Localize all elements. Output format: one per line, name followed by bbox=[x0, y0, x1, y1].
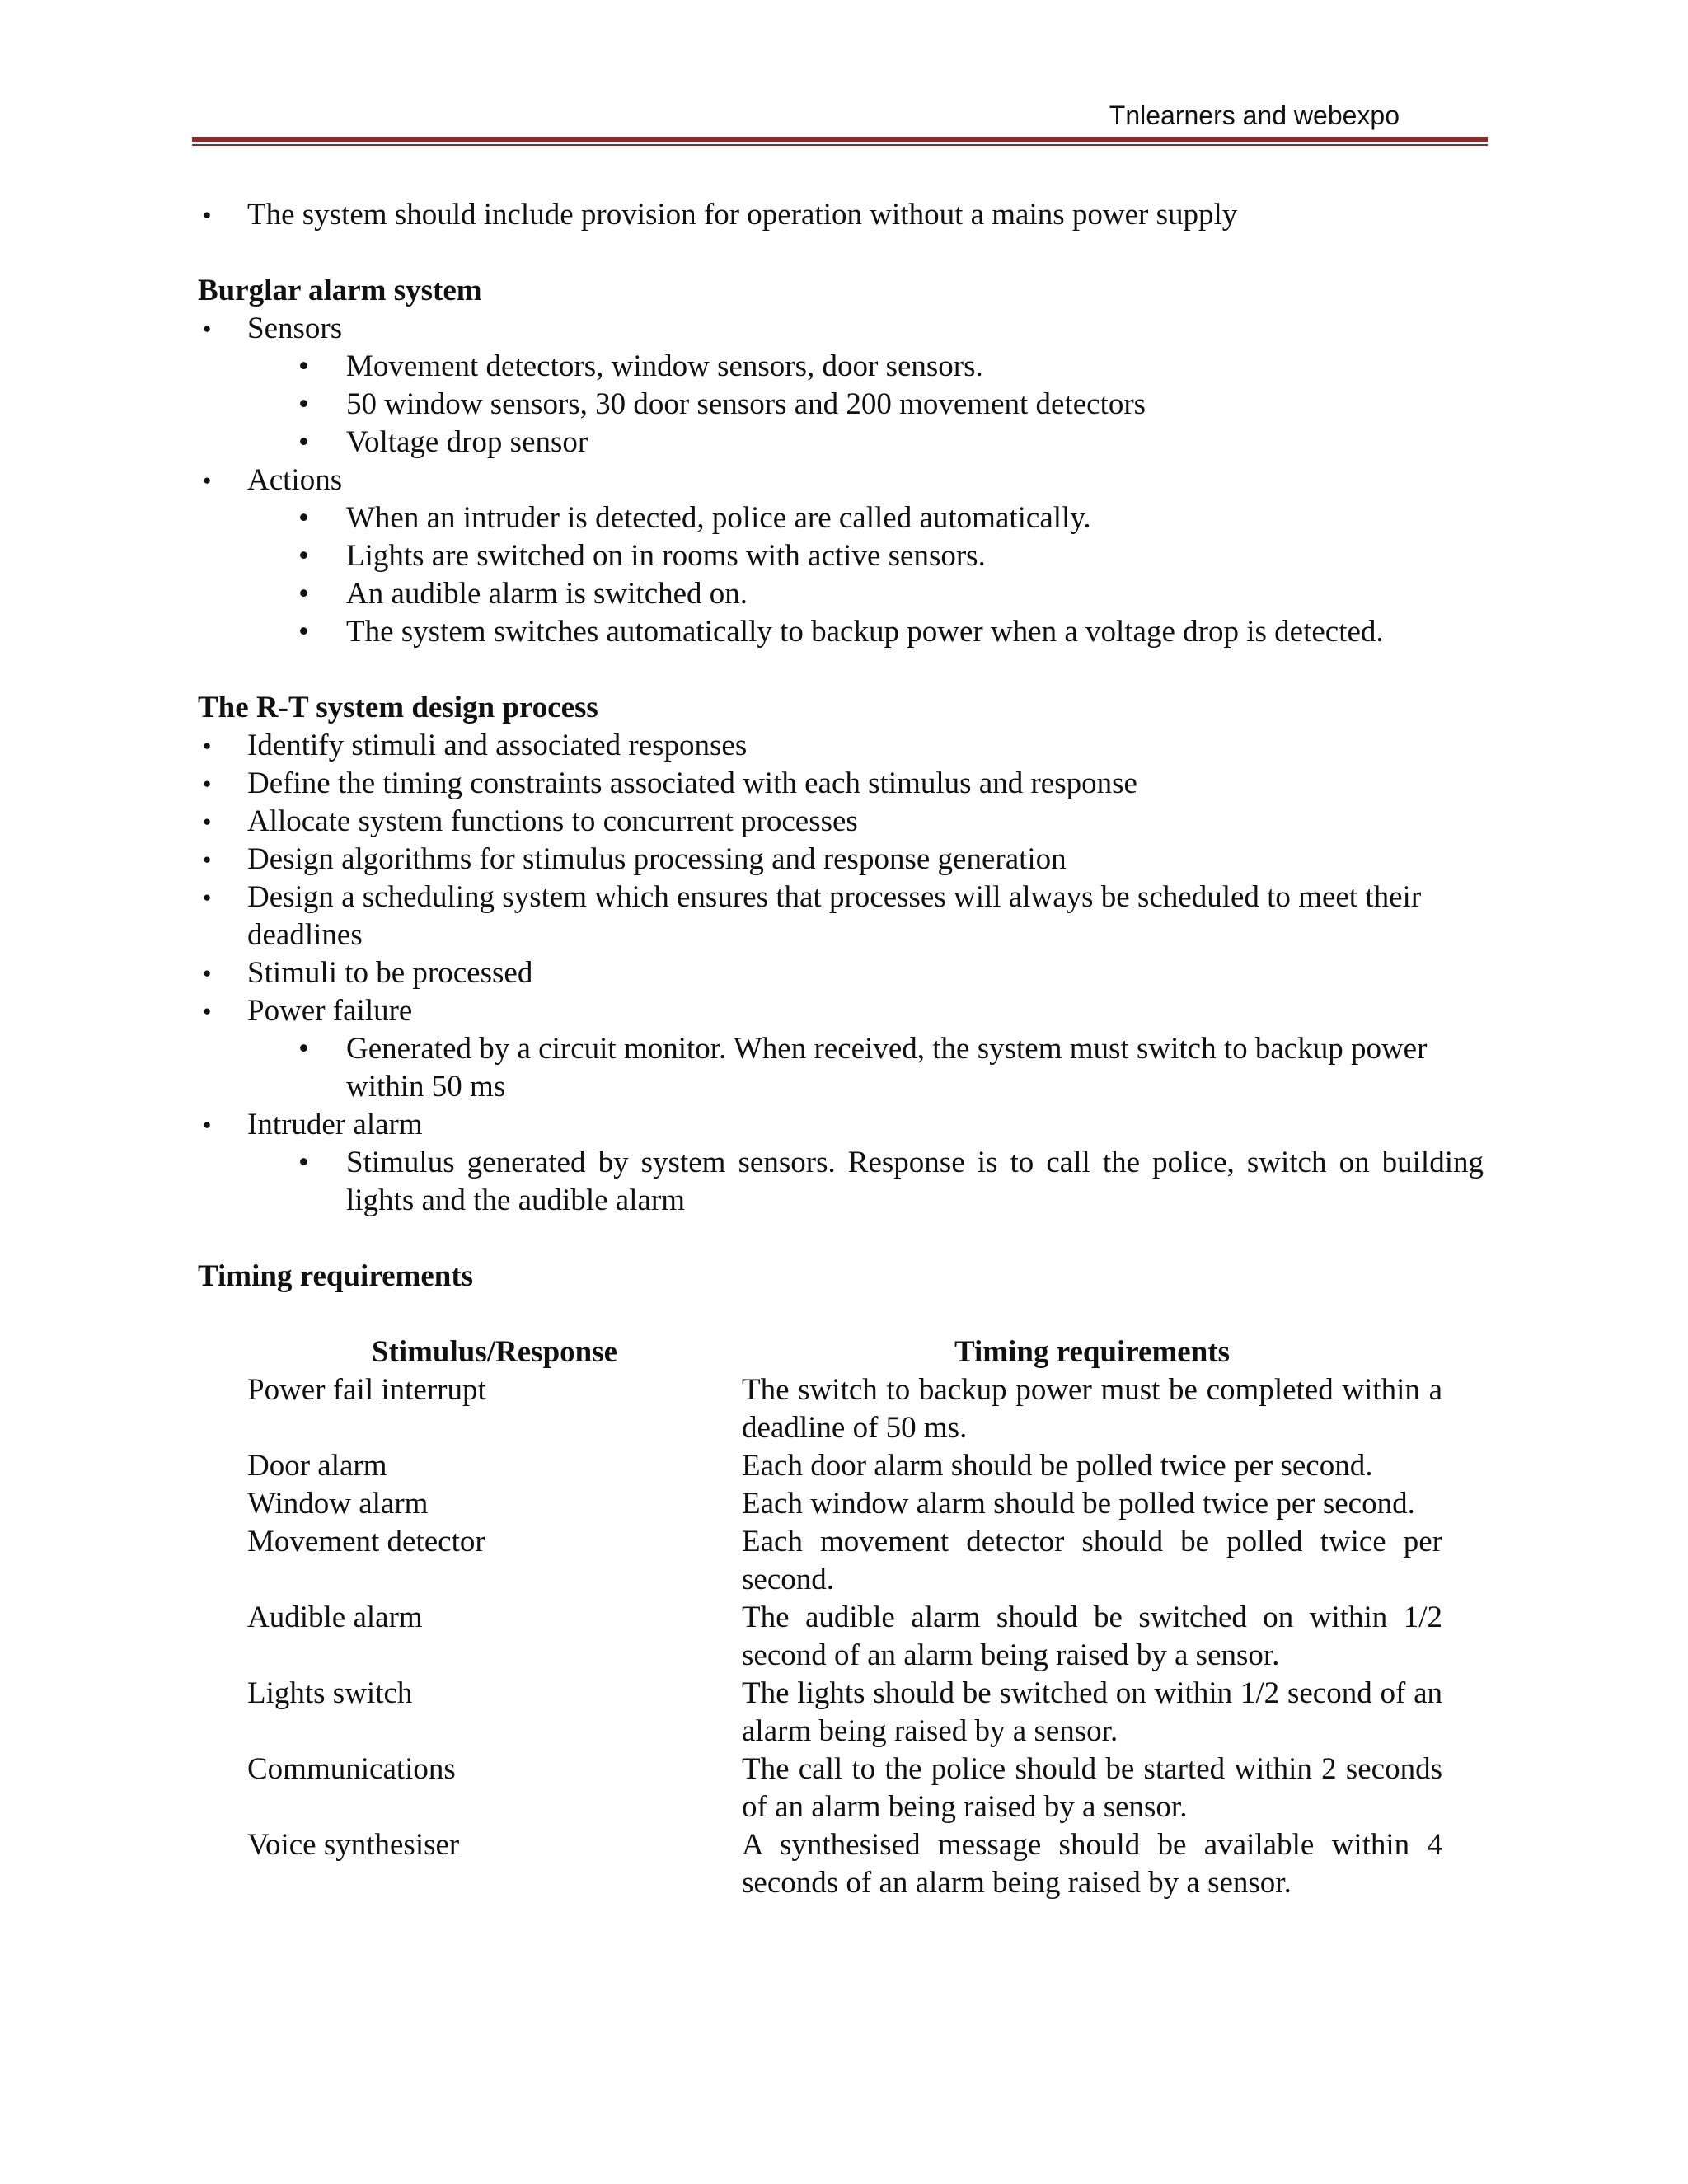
header-rule-thin bbox=[192, 144, 1488, 146]
table-row bbox=[247, 1675, 1442, 1750]
stimulus-cell: Voice synthesiser bbox=[247, 1828, 460, 1862]
table-row bbox=[247, 1447, 1442, 1485]
rt-design-bullet: ● Allocate system functions to concurrent processes bbox=[198, 803, 1484, 841]
column-header-timing: Timing requirements bbox=[954, 1335, 1231, 1369]
timing-heading: Timing requirements bbox=[198, 1259, 474, 1293]
running-header: Tnlearners and webexpo bbox=[1109, 101, 1400, 130]
sensor-item: • Movement detectors, window sensors, door sensors. bbox=[198, 348, 1484, 386]
header-rule-thick bbox=[192, 137, 1488, 142]
requirement-cell: The switch to backup power must be completed within a deadline of 50 ms. bbox=[742, 1373, 1442, 1445]
action-item: • When an intruder is detected, police are called automatically. bbox=[198, 499, 1484, 537]
column-header-stimulus: Stimulus/Response bbox=[371, 1335, 618, 1369]
rt-design-bullet: ● Power failure bbox=[198, 992, 1484, 1030]
table-row bbox=[247, 1599, 1442, 1675]
table-row bbox=[247, 1750, 1442, 1826]
rt-design-bullet: ● Design algorithms for stimulus processing and response generation bbox=[198, 841, 1484, 879]
table-row bbox=[247, 1371, 1442, 1447]
timing-table bbox=[247, 1333, 1442, 1902]
requirement-cell: The audible alarm should be switched on within 1/2 second of an alarm being raised by a sensor. bbox=[742, 1601, 1442, 1672]
stimulus-cell: Lights switch bbox=[247, 1676, 413, 1710]
sensors-bullet: ● Sensors bbox=[198, 310, 1484, 348]
stimulus-cell: Communications bbox=[247, 1752, 456, 1786]
table-row bbox=[247, 1523, 1442, 1599]
sensor-item: • 50 window sensors, 30 door sensors and 200 movement detectors bbox=[198, 386, 1484, 424]
requirement-cell: Each movement detector should be polled twice per second. bbox=[742, 1525, 1442, 1596]
stimulus-cell: Movement detector bbox=[247, 1525, 485, 1558]
table-row bbox=[247, 1826, 1442, 1902]
burglar-heading: Burglar alarm system bbox=[198, 274, 482, 307]
requirement-cell: A synthesised message should be available within 4 seconds of an alarm being raised by a sensor. bbox=[742, 1828, 1442, 1900]
sensor-item: • Voltage drop sensor bbox=[198, 424, 1484, 462]
requirement-cell: The call to the police should be started within 2 seconds of an alarm being raised by a sensor. bbox=[742, 1752, 1442, 1824]
requirement-cell: Each door alarm should be polled twice per second. bbox=[742, 1449, 1373, 1483]
requirement-cell: The lights should be switched on within 1/2 second of an alarm being raised by a sensor. bbox=[742, 1676, 1442, 1748]
stimulus-cell: Power fail interrupt bbox=[247, 1373, 486, 1407]
intruder-bullet: ● Intruder alarm bbox=[198, 1106, 1484, 1144]
actions-bullet: ● Actions bbox=[198, 462, 1484, 499]
rt-design-heading: The R-T system design process bbox=[198, 691, 598, 724]
stimulus-cell: Window alarm bbox=[247, 1487, 429, 1521]
page-content bbox=[198, 196, 1484, 1902]
action-item: • The system switches automatically to backup power when a voltage drop is detected. bbox=[198, 613, 1484, 651]
intruder-detail: • Stimulus generated by system sensors. Response is to call the police, switch on building lights and the audible alarm bbox=[198, 1144, 1484, 1220]
rt-design-bullet: ● Define the timing constraints associated with each stimulus and response bbox=[198, 765, 1484, 803]
table-row bbox=[247, 1485, 1442, 1523]
rt-design-bullet: ● Design a scheduling system which ensures that processes will always be scheduled to meet their deadlines bbox=[198, 879, 1484, 954]
action-item: • Lights are switched on in rooms with active sensors. bbox=[198, 537, 1484, 575]
intro-bullet: ● The system should include provision for operation without a mains power supply bbox=[198, 196, 1484, 234]
table-header-row bbox=[247, 1333, 1442, 1371]
action-item: • An audible alarm is switched on. bbox=[198, 575, 1484, 613]
stimulus-cell: Door alarm bbox=[247, 1449, 387, 1483]
power-failure-detail: • Generated by a circuit monitor. When received, the system must switch to backup power within 50 ms bbox=[198, 1030, 1484, 1106]
requirement-cell: Each window alarm should be polled twice per second. bbox=[742, 1487, 1415, 1521]
stimulus-cell: Audible alarm bbox=[247, 1601, 423, 1634]
rt-design-bullet: ● Identify stimuli and associated responses bbox=[198, 727, 1484, 765]
rt-design-bullet: ● Stimuli to be processed bbox=[198, 954, 1484, 992]
